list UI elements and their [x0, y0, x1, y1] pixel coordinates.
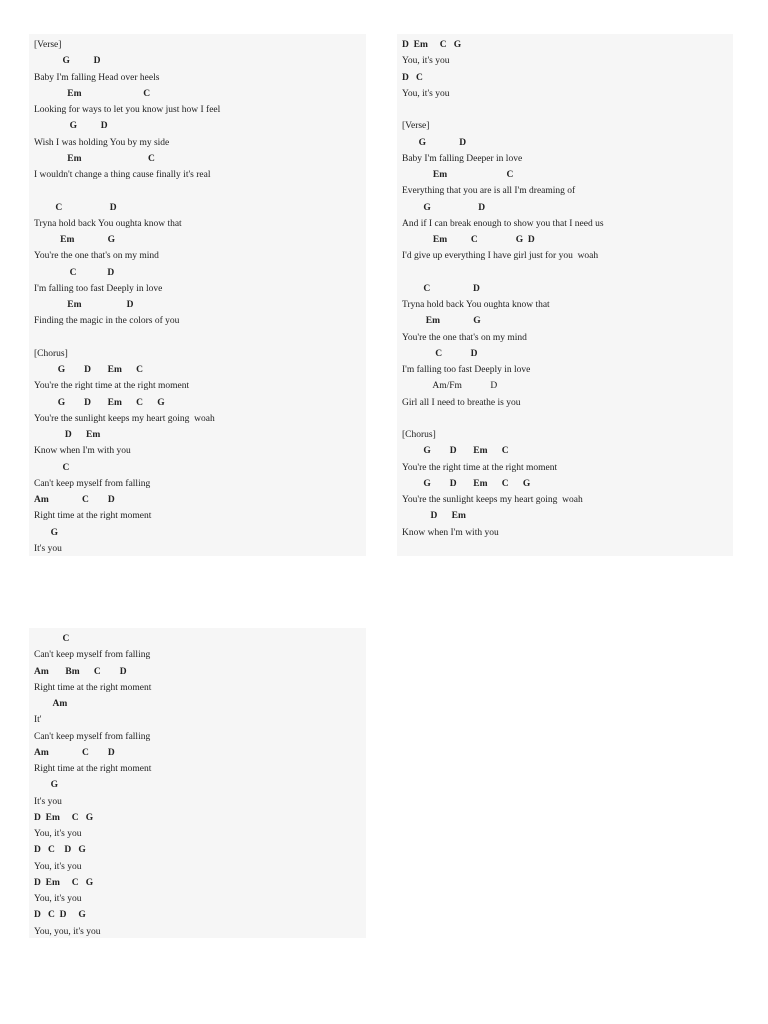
chord-line: D Em: [402, 511, 466, 522]
lyric-line: [Chorus]: [402, 430, 436, 440]
lyric-line: Wish I was holding You by my side: [34, 137, 170, 148]
chord-line: G D: [402, 202, 486, 213]
lyric-line: [Chorus]: [34, 348, 68, 359]
chord-line: C: [34, 462, 70, 473]
lyric-line: Am/Fm D: [402, 381, 498, 392]
chord-line: Am C D: [34, 495, 115, 505]
chord-line: D Em C G: [34, 877, 94, 888]
chord-line: G: [34, 780, 59, 791]
lyric-line: Right time at the right moment: [34, 682, 152, 693]
lyric-line: And if I can break enough to show you that I need us: [402, 218, 604, 229]
chord-line: D C D G: [34, 845, 86, 856]
lyric-line: [Verse]: [402, 121, 430, 132]
chord-line: G D Em C G: [402, 478, 531, 489]
chord-line: Em D: [34, 300, 134, 310]
lyric-line: Know when I'm with you: [402, 527, 499, 538]
lyric-line: [Verse]: [34, 40, 62, 50]
chord-line: D Em: [34, 430, 101, 440]
lyric-line: Looking for ways to let you know just how I feel: [34, 105, 221, 115]
lyric-line: It's you: [34, 796, 62, 807]
chord-line: Em C: [34, 153, 155, 164]
lyric-line: You're the right time at the right moment: [402, 462, 558, 473]
lyric-line: Right time at the right moment: [34, 511, 152, 522]
lyric-line: It': [34, 715, 42, 726]
page-3-panel: [29, 628, 366, 938]
lyric-line: I'd give up everything I have girl just for you woah: [402, 251, 599, 262]
lyric-line: Baby I'm falling Head over heels: [34, 72, 160, 83]
lyric-line: Finding the magic in the colors of you: [34, 316, 180, 327]
chord-line: G D Em C G: [34, 397, 165, 408]
chord-line: G D Em C: [402, 446, 509, 457]
lyric-line: You, it's you: [34, 829, 82, 839]
chord-line: G D: [34, 56, 101, 67]
lyric-line: Can't keep myself from falling: [34, 650, 151, 661]
lyric-line: Can't keep myself from falling: [34, 478, 151, 489]
lyric-line: You're the sunlight keeps my heart going woah: [402, 495, 583, 505]
chord-line: C D: [34, 267, 115, 278]
lyric-line: Know when I'm with you: [34, 446, 131, 457]
chord-line: Am C D: [34, 747, 115, 758]
chord-line: D C D G: [34, 910, 86, 921]
lyric-line: I wouldn't change a thing cause finally it's real: [34, 170, 211, 180]
chord-line: Em C: [34, 88, 151, 99]
chord-line: G D Em C: [34, 365, 143, 375]
chord-line: G D: [34, 121, 108, 132]
chord-line: Am Bm C D: [34, 666, 127, 677]
chord-line: D C: [402, 72, 423, 83]
lyric-line: You, it's you: [34, 861, 82, 872]
lyric-line: You're the right time at the right moment: [34, 381, 190, 392]
lyric-line: You, it's you: [402, 88, 450, 99]
lyric-line: You're the one that's on my mind: [34, 251, 159, 262]
lyric-line: Tryna hold back You oughta know that: [34, 218, 182, 229]
lyric-line: You, it's you: [402, 56, 450, 67]
chord-line: G: [34, 527, 59, 538]
chord-line: C D: [402, 283, 480, 294]
lyric-line: Girl all I need to breathe is you: [402, 397, 521, 408]
lyric-line: Can't keep myself from falling: [34, 731, 151, 742]
lyric-line: You're the one that's on my mind: [402, 332, 527, 343]
chord-line: C D: [402, 348, 478, 359]
page-1-panel: [29, 34, 366, 556]
lyric-line: Tryna hold back You oughta know that: [402, 300, 550, 310]
lyric-line: You, it's you: [34, 894, 82, 904]
lyric-line: You're the sunlight keeps my heart going woah: [34, 413, 215, 424]
chord-line: Am: [34, 699, 68, 709]
lyric-line: Everything that you are is all I'm dreaming of: [402, 186, 576, 197]
chord-line: Em C: [402, 170, 514, 180]
lyric-line: I'm falling too fast Deeply in love: [34, 283, 163, 294]
chord-line: D Em C G: [402, 40, 462, 50]
chord-line: Em G: [34, 235, 116, 245]
chord-line: D Em C G: [34, 812, 94, 823]
lyric-line: I'm falling too fast Deeply in love: [402, 365, 531, 375]
chord-line: C: [34, 634, 70, 644]
chord-line: G D: [402, 137, 467, 148]
chord-line: C D: [34, 202, 117, 213]
lyric-line: It's you: [34, 543, 62, 554]
lyric-line: Right time at the right moment: [34, 764, 152, 774]
chord-line: Em G: [402, 316, 481, 327]
lyric-line: Baby I'm falling Deeper in love: [402, 153, 523, 164]
lyric-line: You, you, it's you: [34, 926, 101, 937]
page-2-panel: [397, 34, 733, 556]
chord-line: Em C G D: [402, 235, 535, 245]
